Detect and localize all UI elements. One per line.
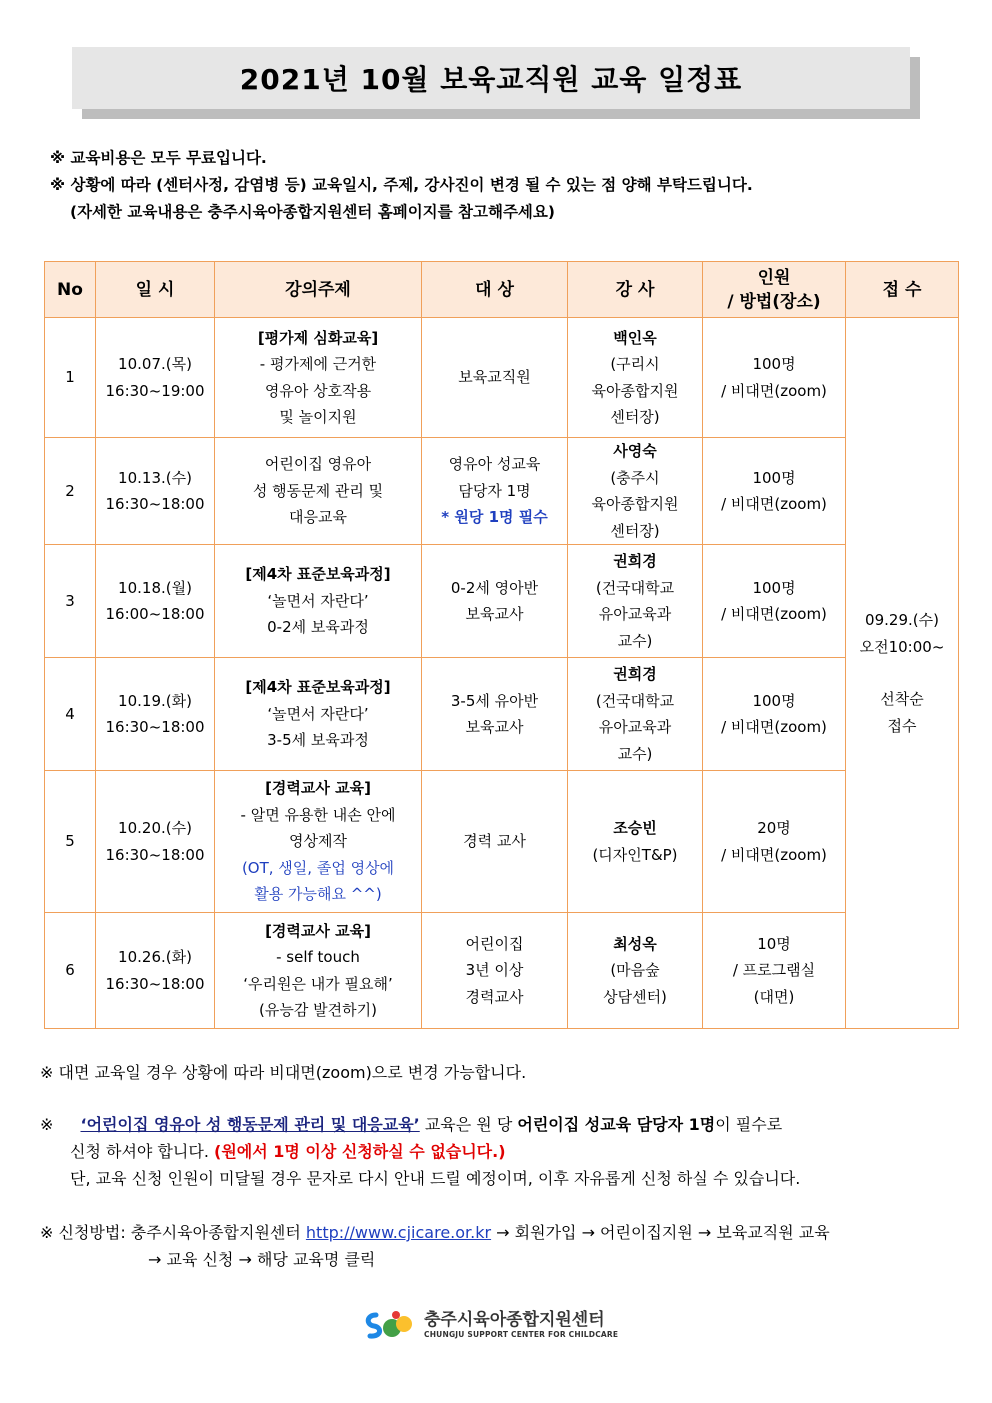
header-reception: 접 수	[846, 262, 959, 318]
row-people	[703, 658, 846, 771]
row-no: 4	[45, 658, 96, 771]
topic-line: (OT, 생일, 졸업 영상에	[241, 858, 395, 877]
people-place: (대면)	[753, 987, 795, 1006]
row-topic	[215, 318, 422, 438]
center-logo	[362, 1305, 642, 1345]
header-date: 일 시	[96, 262, 215, 318]
row-date	[96, 545, 215, 658]
lecturer-line: 센터장)	[610, 408, 660, 426]
row-people	[703, 438, 846, 545]
header-people	[703, 262, 846, 318]
lecturer-name: 백인옥	[613, 328, 657, 347]
footer-note-apply	[70, 1138, 506, 1165]
footer-note-zoom: ※ 대면 교육일 경우 상황에 따라 비대면(zoom)으로 변경 가능합니다.	[40, 1063, 527, 1082]
table-row	[45, 913, 959, 1029]
header-target: 대 상	[422, 262, 568, 318]
lecturer-line: (건국대학교	[595, 691, 675, 710]
topic-line: 활용 가능해요 ^^)	[254, 885, 382, 904]
lecturer-line: 교수)	[617, 631, 653, 650]
note-homepage: (자세한 교육내용은 충주시육아종합지원센터 홈페이지를 참고해주세요)	[70, 203, 555, 221]
topic-line: ‘놀면서 자란다’	[267, 704, 369, 723]
reception-cell	[846, 318, 959, 1029]
footer-note-shortage: 단, 교육 신청 인원이 미달될 경우 문자로 다시 안내 드릴 예정이며, 이후 자유롭게 신청 하실 수 있습니다.	[70, 1169, 801, 1188]
table-header-row	[45, 262, 959, 318]
people-method: / 비대면(zoom)	[721, 495, 827, 513]
lecturer-name: 최성옥	[613, 934, 657, 953]
row-no: 3	[45, 545, 96, 658]
date-time: 16:30~18:00	[105, 718, 205, 736]
row-lecturer	[568, 438, 703, 545]
row-date	[96, 658, 215, 771]
row-target	[422, 318, 568, 438]
notes	[50, 145, 753, 226]
lecturer-line: 유아교육과	[598, 718, 672, 736]
header-people-line2: / 방법(장소)	[727, 291, 821, 312]
row-topic	[215, 913, 422, 1029]
topic-line: - self touch	[276, 948, 360, 966]
footer-text: 신청 하셔야 합니다.	[70, 1142, 214, 1161]
target-line: 보육교사	[465, 605, 524, 623]
row-no: 1	[45, 318, 96, 438]
row-no: 2	[45, 438, 96, 545]
row-people	[703, 771, 846, 913]
footer-text: 이 필수로	[715, 1115, 783, 1134]
people-method: / 비대면(zoom)	[721, 718, 827, 736]
target-line: 보육교직원	[458, 368, 531, 387]
target-line: 영유아 성교육	[448, 455, 541, 474]
lecturer-line: 교수)	[617, 744, 653, 763]
topic-line: 0-2세 보육과정	[267, 618, 369, 637]
row-topic	[215, 438, 422, 545]
row-people	[703, 318, 846, 438]
people-count: 100명	[752, 355, 796, 373]
limit-warning: (원에서 1명 이상 신청하실 수 없습니다.)	[214, 1142, 506, 1161]
table-row	[45, 545, 959, 658]
target-line: 3-5세 유아반	[450, 691, 539, 710]
topic-line: [제4차 표준보육과정]	[245, 678, 391, 697]
header-lecturer: 강 사	[568, 262, 703, 318]
row-target	[422, 913, 568, 1029]
row-lecturer	[568, 658, 703, 771]
page-title: 2021년 10월 보육교직원 교육 일정표	[239, 63, 743, 96]
header-people-line1: 인원	[757, 267, 791, 288]
lecturer-line: (건국대학교	[595, 578, 675, 597]
lecturer-line: 센터장)	[610, 521, 660, 540]
schedule-table	[44, 261, 959, 1029]
date-time: 16:30~18:00	[105, 845, 205, 864]
ref-mark: ※	[40, 1115, 54, 1134]
target-required-note: * 원당 1명 필수	[441, 508, 548, 527]
date-day: 10.26.(화)	[118, 948, 192, 966]
row-lecturer	[568, 318, 703, 438]
topic-line: 및 놀이지원	[279, 408, 357, 426]
topic-line: [경력교사 교육]	[265, 921, 371, 940]
people-count: 100명	[752, 691, 796, 710]
reception-method: 선착순	[880, 690, 924, 708]
footer-apply-method	[40, 1219, 830, 1246]
topic-line: [경력교사 교육]	[265, 779, 371, 798]
center-logo-icon	[362, 1307, 418, 1343]
target-line: 보육교사	[465, 718, 524, 736]
target-line: 담당자 1명	[458, 481, 531, 500]
table-row	[45, 438, 959, 545]
topic-line: ‘놀면서 자란다’	[267, 591, 369, 610]
people-method: / 비대면(zoom)	[721, 845, 827, 864]
topic-line: 대응교육	[289, 508, 347, 527]
row-lecturer	[568, 545, 703, 658]
row-target	[422, 771, 568, 913]
date-time: 16:30~18:00	[105, 495, 205, 513]
people-count: 10명	[757, 934, 791, 953]
people-count: 20명	[757, 819, 791, 837]
topic-line: 어린이집 영유아	[264, 455, 372, 474]
topic-line: [평가제 심화교육]	[257, 328, 379, 347]
target-line: 경력 교사	[463, 832, 526, 851]
footer-apply-steps: → 교육 신청 → 해당 교육명 클릭	[148, 1250, 376, 1269]
row-date	[96, 438, 215, 545]
title-box	[72, 47, 910, 109]
lecturer-name: 권희경	[613, 665, 657, 683]
reception-label: 접수	[887, 716, 917, 735]
date-day: 10.19.(화)	[118, 691, 192, 710]
header-topic: 강의주제	[215, 262, 422, 318]
date-time: 16:30~18:00	[105, 974, 205, 993]
date-day: 10.18.(월)	[118, 578, 192, 597]
footer-note-required	[40, 1111, 782, 1138]
topic-line: 영유아 상호작용	[264, 381, 372, 400]
table-row	[45, 318, 959, 438]
people-count: 100명	[752, 578, 796, 597]
footer-text: → 회원가입 → 어린이집지원 → 보육교직원 교육	[491, 1223, 830, 1242]
date-day: 10.07.(목)	[118, 355, 192, 373]
topic-line: 성 행동문제 관리 및	[252, 481, 384, 500]
table-row	[45, 658, 959, 771]
target-line: 3년 이상	[465, 961, 524, 980]
row-target	[422, 545, 568, 658]
target-line: 0-2세 영아반	[450, 578, 539, 597]
reception-date: 09.29.(수)	[865, 611, 939, 629]
row-target	[422, 658, 568, 771]
footer-text: ※ 신청방법: 충주시육아종합지원센터	[40, 1223, 306, 1242]
topic-line: 3-5세 보육과정	[267, 731, 369, 750]
lecturer-line: 유아교육과	[598, 605, 672, 623]
row-topic	[215, 658, 422, 771]
topic-line: - 알면 유용한 내손 안에	[240, 805, 396, 824]
people-method: / 비대면(zoom)	[721, 605, 827, 623]
lecturer-line: (구리시	[610, 355, 660, 373]
topic-line: (유능감 발견하기)	[259, 1001, 377, 1019]
lecturer-name: 권희경	[613, 552, 657, 570]
note-free: ※ 교육비용은 모두 무료입니다.	[50, 149, 267, 167]
lecturer-line: 육아종합지원	[591, 381, 679, 400]
header-no: No	[45, 262, 96, 318]
lecturer-line: (마음숲	[610, 961, 660, 980]
lecturer-name: 조승빈	[613, 819, 657, 837]
row-no: 5	[45, 771, 96, 913]
topic-line: [제4차 표준보육과정]	[245, 565, 391, 584]
row-no: 6	[45, 913, 96, 1029]
table-row	[45, 771, 959, 913]
people-method: / 프로그램실	[732, 961, 816, 980]
row-date	[96, 913, 215, 1029]
logo-subtitle: CHUNGJU SUPPORT CENTER FOR CHILDCARE	[424, 1330, 619, 1339]
row-date	[96, 771, 215, 913]
date-time: 16:30~19:00	[105, 381, 205, 400]
row-topic	[215, 545, 422, 658]
row-people	[703, 545, 846, 658]
topic-line: - 평가제에 근거한	[259, 355, 377, 373]
date-day: 10.20.(수)	[118, 819, 192, 837]
row-people	[703, 913, 846, 1029]
date-day: 10.13.(수)	[118, 468, 192, 487]
date-time: 16:00~18:00	[105, 605, 205, 623]
topic-line: 영상제작	[289, 832, 347, 851]
target-line: 경력교사	[465, 987, 524, 1006]
topic-line: ‘우리원은 내가 필요해’	[243, 974, 393, 993]
people-method: / 비대면(zoom)	[721, 381, 827, 400]
course-name-highlight: ‘어린이집 영유아 성 행동문제 관리 및 대응교육’	[80, 1115, 420, 1134]
row-target	[422, 438, 568, 545]
reception-time: 오전10:00~	[859, 637, 945, 656]
row-topic	[215, 771, 422, 913]
row-date	[96, 318, 215, 438]
target-line: 어린이집	[465, 934, 524, 953]
row-lecturer	[568, 771, 703, 913]
people-count: 100명	[752, 468, 796, 487]
lecturer-line: (디자인T&P)	[592, 845, 678, 864]
lecturer-name: 사영숙	[613, 442, 657, 460]
required-person-highlight: 어린이집 성교육 담당자 1명	[517, 1115, 716, 1134]
row-lecturer	[568, 913, 703, 1029]
lecturer-line: 육아종합지원	[591, 495, 679, 513]
lecturer-line: (충주시	[610, 468, 660, 487]
footer-text: 교육은 원 당	[419, 1115, 518, 1134]
logo-name: 충주시육아종합지원센터	[424, 1310, 605, 1330]
homepage-link[interactable]: http://www.cjicare.or.kr	[305, 1223, 492, 1242]
note-change: ※ 상황에 따라 (센터사정, 감염병 등) 교육일시, 주제, 강사진이 변경 될 수 있는 점 양해 부탁드립니다.	[50, 176, 753, 194]
lecturer-line: 상담센터)	[603, 987, 667, 1006]
